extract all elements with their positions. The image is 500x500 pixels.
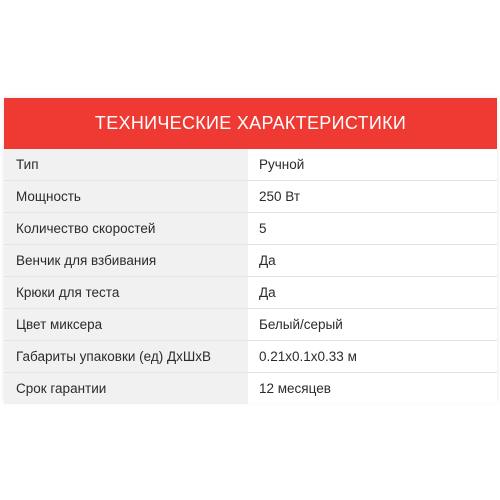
table-row bbox=[4, 341, 497, 373]
table-row bbox=[4, 149, 497, 181]
specifications-card bbox=[4, 98, 497, 402]
table-row bbox=[4, 277, 497, 309]
spec-label: Количество скоростей bbox=[4, 213, 248, 245]
spec-value: 0.21x0.1x0.33 м bbox=[248, 341, 497, 373]
spec-label: Крюки для теста bbox=[4, 277, 248, 309]
spec-value: 250 Вт bbox=[248, 181, 497, 213]
spec-label: Срок гарантии bbox=[4, 373, 248, 405]
spec-label: Тип bbox=[4, 149, 248, 181]
spec-value: Да bbox=[248, 277, 497, 309]
spec-label: Цвет миксера bbox=[4, 309, 248, 341]
spec-label: Венчик для взбивания bbox=[4, 245, 248, 277]
table-row bbox=[4, 245, 497, 277]
spec-value: Ручной bbox=[248, 149, 497, 181]
table-row bbox=[4, 373, 497, 405]
table-row bbox=[4, 213, 497, 245]
spec-label: Габариты упаковки (ед) ДхШхВ bbox=[4, 341, 248, 373]
specifications-table bbox=[4, 149, 497, 404]
spec-value: Да bbox=[248, 245, 497, 277]
table-row bbox=[4, 309, 497, 341]
spec-value: 12 месяцев bbox=[248, 373, 497, 405]
spec-label: Мощность bbox=[4, 181, 248, 213]
table-row bbox=[4, 181, 497, 213]
spec-value: Белый/серый bbox=[248, 309, 497, 341]
spec-value: 5 bbox=[248, 213, 497, 245]
specifications-title: ТЕХНИЧЕСКИЕ ХАРАКТЕРИСТИКИ bbox=[4, 98, 497, 149]
